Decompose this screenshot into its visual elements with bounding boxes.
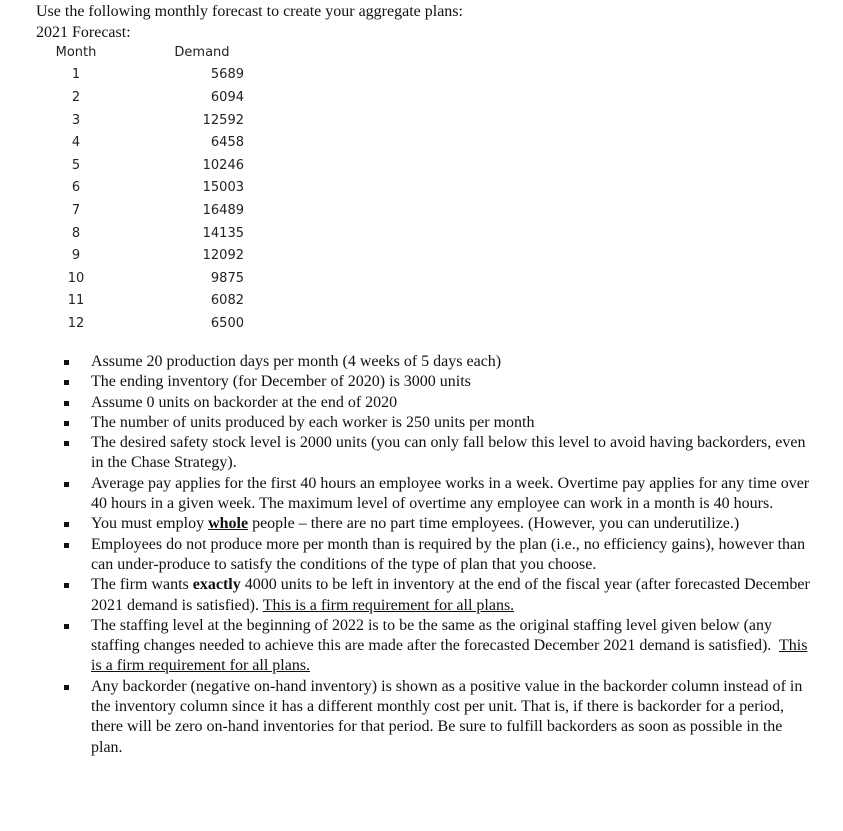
month-cell: 2 xyxy=(71,89,81,105)
demand-cell: 15003 xyxy=(202,180,244,196)
firm-requirement-note: This is a firm requirement for all plans. xyxy=(262,596,515,614)
assumption-text: Employees do not produce more per month than is required by the plan (i.e., no efficiency gains), however than can under-produce to satisfy the conditions of the type of plan that you choose. xyxy=(91,535,806,573)
demand-cell: 14135 xyxy=(202,225,244,241)
list-item xyxy=(54,393,814,413)
assumption-text: Average pay applies for the first 40 hours an employee works in a week. Overtime pay applies for any time over 40 hours in a given week. The maximum level of overtime any employee can work in a month is 40 hours. xyxy=(91,474,810,513)
list-item xyxy=(54,514,814,534)
list-item xyxy=(54,616,814,677)
table-row xyxy=(36,154,248,177)
demand-cell: 6094 xyxy=(210,89,244,105)
square-bullet-icon xyxy=(64,583,69,588)
demand-cell: 12592 xyxy=(202,112,244,128)
list-item xyxy=(54,433,814,474)
assumption-text: Any backorder (negative on-hand inventory) is shown as a positive value in the backorder column instead of in the inventory column since it has a different monthly cost per unit. That is, if there is backorder for a period, there will be zero on-hand inventories for that period. Be sure to fulfill backorders as soon as possible in the plan. xyxy=(91,677,803,756)
demand-cell: 6458 xyxy=(210,135,244,151)
table-row xyxy=(36,267,248,290)
square-bullet-icon xyxy=(64,685,69,690)
month-cell: 12 xyxy=(67,315,85,331)
square-bullet-icon xyxy=(64,421,69,426)
list-item xyxy=(54,413,814,433)
square-bullet-icon xyxy=(64,624,69,629)
table-row xyxy=(36,109,248,132)
assumption-text: The ending inventory (for December of 2020) is 3000 units xyxy=(91,373,471,391)
intro-text xyxy=(36,1,463,43)
month-header: Month xyxy=(55,44,97,60)
month-cell: 4 xyxy=(71,135,81,151)
assumption-text: The number of units produced by each worker is 250 units per month xyxy=(91,413,535,431)
emphasis-exactly: exactly xyxy=(192,576,241,594)
table-row xyxy=(36,199,248,222)
month-cell: 11 xyxy=(67,293,85,309)
month-cell: 5 xyxy=(71,157,81,173)
table-header-row xyxy=(36,41,248,64)
square-bullet-icon xyxy=(64,441,69,446)
month-cell: 6 xyxy=(71,180,81,196)
list-item xyxy=(54,575,814,616)
list-item xyxy=(54,474,814,515)
list-item xyxy=(54,352,814,372)
assumption-text-post: people – there are no part time employees. (However, you can underutilize.) xyxy=(248,515,740,533)
table-row xyxy=(36,312,248,335)
table-row xyxy=(36,64,248,87)
intro-instruction: Use the following monthly forecast to create your aggregate plans: xyxy=(36,3,463,20)
assumption-text: The desired safety stock level is 2000 units (you can only fall below this level to avoid having backorders, even in the Chase Strategy). xyxy=(91,434,806,472)
forecast-table xyxy=(36,41,248,335)
assumption-text-pre: The firm wants xyxy=(91,576,193,594)
demand-cell: 10246 xyxy=(202,157,244,173)
demand-cell: 6082 xyxy=(210,293,244,309)
assumption-text-mid: 4000 units to be left in inventory at the end of the fiscal year (after forecasted December 2021 demand is satisfied). xyxy=(91,576,810,614)
table-row xyxy=(36,244,248,267)
assumption-text: Assume 0 units on backorder at the end of 2020 xyxy=(91,393,398,411)
forecast-heading: 2021 Forecast: xyxy=(36,24,131,41)
square-bullet-icon xyxy=(64,482,69,487)
table-row xyxy=(36,86,248,109)
month-cell: 1 xyxy=(71,67,81,83)
square-bullet-icon xyxy=(64,543,69,548)
demand-cell: 9875 xyxy=(210,270,244,286)
table-row xyxy=(36,177,248,200)
table-row xyxy=(36,290,248,313)
list-item xyxy=(54,372,814,392)
list-item xyxy=(54,677,814,758)
demand-cell: 6500 xyxy=(210,315,244,331)
month-cell: 8 xyxy=(71,225,81,241)
assumption-text-pre: You must employ xyxy=(91,515,209,533)
demand-cell: 5689 xyxy=(210,67,244,83)
square-bullet-icon xyxy=(64,522,69,527)
assumption-text: Assume 20 production days per month (4 weeks of 5 days each) xyxy=(91,353,502,370)
month-cell: 3 xyxy=(71,112,81,128)
square-bullet-icon xyxy=(64,401,69,406)
square-bullet-icon xyxy=(64,360,69,365)
month-cell: 9 xyxy=(71,248,81,264)
demand-cell: 12092 xyxy=(202,248,244,264)
square-bullet-icon xyxy=(64,380,69,385)
emphasis-whole: whole xyxy=(208,515,249,533)
table-row xyxy=(36,131,248,154)
month-cell: 7 xyxy=(71,202,81,218)
list-item xyxy=(54,535,814,576)
demand-header: Demand xyxy=(174,44,230,60)
demand-cell: 16489 xyxy=(202,202,244,218)
firm-requirement-note: This is a firm requirement for all plans. xyxy=(91,637,808,675)
assumption-text: The staffing level at the beginning of 2022 is to be the same as the original staffing level given below (any staffing changes needed to achieve this are made after the forecasted December 2021 demand is satisfied). xyxy=(91,616,780,655)
assumptions-list xyxy=(54,352,814,758)
table-row xyxy=(36,222,248,245)
month-cell: 10 xyxy=(67,270,85,286)
